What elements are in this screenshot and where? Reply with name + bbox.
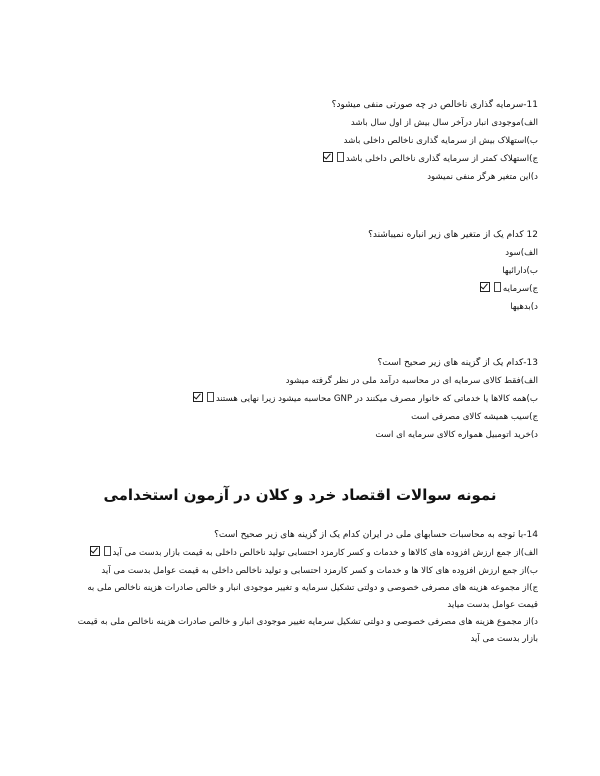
question-14-option-a (68, 544, 538, 562)
question-11-option-a: الف)موجودی انبار درآخر سال بیش از اول سال باشد (350, 118, 538, 128)
question-11-option-d: د)این متغیر هرگز منفی نمیشود (427, 172, 538, 182)
checkmark-icon (323, 152, 333, 162)
checkmark-icon (480, 282, 490, 292)
question-11-text: 11-سرمایه گذاری ناخالص در چه صورتی منفی میشود؟ (331, 100, 538, 110)
question-14-option-c: ج)از مجموعه هزینه های مصرفی خصوصی و دولتی تشکیل سرمایه و تغییر موجودی انبار و خالص صادرات هزینه ناخالص ملی به قیمت عوامل بدست میاید (87, 583, 538, 610)
question-13 (68, 354, 538, 444)
question-14-option-d: د)از مجموع هزینه های مصرفی خصوصی و دولتی تشکیل سرمایه تغییر موجودی انبار و خالص صادرات هزینه ناخالص ملی به قیمت بازار بدست می آید (77, 617, 538, 644)
question-12-option-c-text: ج)سرمایه (502, 284, 538, 294)
empty-box-icon (104, 546, 111, 556)
question-12-option-a: الف)سود (505, 248, 538, 258)
question-12-option-c (68, 280, 538, 298)
question-14-text: 14-با توجه به محاسبات حسابهای ملی در ایران کدام یک از گزینه های زیر صحیح است؟ (214, 530, 538, 540)
checkmark-icon (193, 392, 203, 402)
question-11-option-c-text: ج)استهلاک کمتر از سرمایه گذاری ناخالص داخلی باشد (345, 154, 538, 164)
question-13-option-b (68, 390, 538, 408)
question-13-option-d: د)خرید اتومبیل همواره کالای سرمایه ای است (375, 430, 538, 440)
question-13-option-a: الف)فقط کالای سرمایه ای در محاسبه درآمد ملی در نظر گرفته میشود (285, 376, 538, 386)
checkmark-icon (90, 546, 100, 556)
question-12-option-d: د)بدهیها (510, 302, 538, 312)
question-14-option-a-text: الف)از جمع ارزش افزوده های کالاها و خدمات و کسر کارمزد احتسابی تولید ناخالص داخلی به قیمت بازار بدست می آید (112, 548, 538, 558)
question-12 (68, 226, 538, 316)
question-11-option-c (68, 150, 538, 168)
empty-box-icon (494, 282, 501, 292)
empty-box-icon (337, 152, 344, 162)
question-12-text: 12 کدام یک از متغیر های زیر انباره نمیباشند؟ (368, 230, 538, 240)
question-11-option-b: ب)استهلاک بیش از سرمایه گذاری ناخالص داخلی باشد (343, 136, 538, 146)
question-11 (68, 96, 538, 186)
question-14 (68, 526, 538, 648)
question-14-option-b: ب)از جمع ارزش افزوده های کالا ها و خدمات و کسر کارمزد احتسابی و تولید ناخالص داخلی به قیمت عوامل بدست می آید (101, 566, 538, 576)
question-13-option-b-text: ب)همه کالاها یا خدماتی که خانوار مصرف میکنند در GNP محاسبه میشود زیرا نهایی هستند (215, 394, 538, 404)
empty-box-icon (207, 392, 214, 402)
question-13-option-c: ج)سیب همیشه کالای مصرفی است (411, 412, 538, 422)
section-heading: نمونه سوالات اقتصاد خرد و کلان در آزمون استخدامی (103, 486, 497, 504)
question-13-text: 13-کدام یک از گزینه های زیر صحیح است؟ (377, 358, 538, 368)
question-12-option-b: ب)دارائیها (502, 266, 538, 276)
